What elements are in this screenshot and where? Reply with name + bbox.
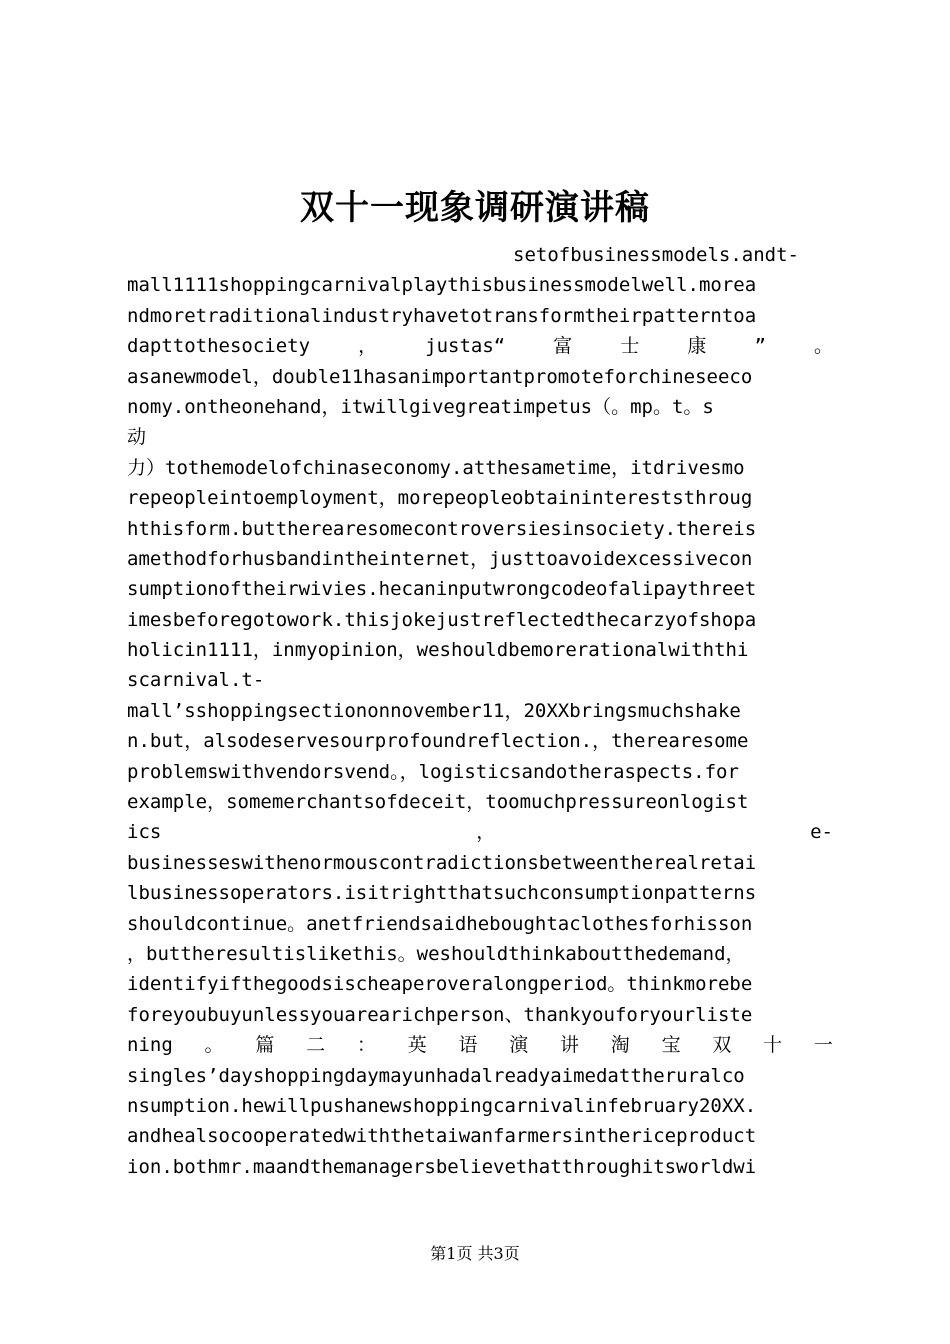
text-line: ion.bothmr.maandthemanagersbelievethatthroughitsworldwi <box>127 1155 757 1178</box>
text-line: setofbusinessmodels.andt- <box>513 244 799 266</box>
text-segment: 宝 <box>661 1034 681 1057</box>
text-line: n.but，alsodeservesourprofoundreflection.，therearesome <box>127 730 749 753</box>
text-segment: 语 <box>458 1034 478 1057</box>
text-segment: ， <box>358 335 378 358</box>
text-segment: 。 <box>204 1034 224 1057</box>
text-line: imesbeforegotowork.thisjokejustreflectedthecarzyofshopa <box>127 608 757 631</box>
text-segment: 。 <box>813 335 833 358</box>
text-segment: 士 <box>620 335 640 358</box>
text-segment: e- <box>810 821 833 844</box>
text-line: andhealsocooperatedwiththetaiwanfarmersinthericeproduct <box>127 1125 757 1148</box>
text-line <box>127 331 833 361</box>
text-segment: 讲 <box>560 1034 580 1057</box>
text-segment: 演 <box>509 1034 529 1057</box>
text-line: singles’dayshoppingdaymayunhadalreadyaimedattheruralco <box>127 1064 745 1087</box>
text-line: 力）tothemodelofchinaseconomy.atthesametime，itdrivesmo <box>127 456 745 479</box>
text-line: foreyoubuyunlessyouarearichperson、thankyouforyourliste <box>127 1003 753 1026</box>
text-line: identifyifthegoodsischeaperoveralongperiod。thinkmorebe <box>127 973 753 996</box>
text-segment: 二 <box>306 1034 326 1057</box>
text-segment: 淘 <box>610 1034 630 1057</box>
text-line: scarnival.t- <box>127 669 265 692</box>
text-segment: 富 <box>553 335 573 358</box>
text-segment: 一 <box>813 1034 833 1057</box>
text-line: problemswithvendorsvend。，logisticsandotheraspects.for <box>127 760 739 783</box>
text-segment: 康 <box>687 335 707 358</box>
text-line: lbusinessoperators.isitrightthatsuchconsumptionpatterns <box>127 882 757 905</box>
text-line: nomy.ontheonehand，itwillgivegreatimpetus（。mp。t。s <box>127 395 714 418</box>
text-line: mall1111shoppingcarnivalplaythisbusinessmodelwell.morea <box>127 274 757 297</box>
body-text <box>127 240 833 1182</box>
text-line: holicin1111，inmyopinion，weshouldbemorerationalwiththi <box>127 639 749 662</box>
text-segment: ning <box>127 1034 173 1057</box>
text-segment: 英 <box>407 1034 427 1057</box>
text-segment: ， <box>476 821 496 844</box>
text-segment: dapttothesociety <box>127 335 311 358</box>
page-footer: 第1页 共3页 <box>430 1244 520 1263</box>
text-line: ndmoretraditionalindustryhavetotransformtheirpatterntoa <box>127 304 757 327</box>
text-line: repeopleintoemployment，morepeopleobtainintereststhroug <box>127 487 753 510</box>
text-segment: ics <box>127 821 162 844</box>
text-line <box>127 1030 833 1060</box>
text-segment: ” <box>754 335 766 358</box>
text-line <box>127 817 833 847</box>
text-segment: 双 <box>712 1034 732 1057</box>
text-segment: 十 <box>763 1034 783 1057</box>
text-line: sumptionoftheirwivies.hecaninputwrongcodeofalipaythreet <box>127 578 757 601</box>
text-line: businesseswithenormouscontradictionsbetweentherealretai <box>127 851 757 874</box>
text-segment: justas“ <box>425 335 506 358</box>
text-segment: 篇 <box>255 1034 275 1057</box>
text-line: 动 <box>127 426 147 449</box>
text-line: nsumption.hewillpushanewshoppingcarnivalinfebruary20XX. <box>127 1094 757 1117</box>
text-line: ，buttheresultislikethis。weshouldthinkaboutthedemand， <box>127 942 745 965</box>
text-line: asanewmodel，double11hasanimportantpromoteforchineseeco <box>127 365 753 388</box>
text-line: example，somemerchantsofdeceit，toomuchpressureonlogist <box>127 791 749 814</box>
text-line: shouldcontinue。anetfriendsaidheboughtaclothesforhisson <box>127 912 753 935</box>
text-line: mall’sshoppingsectiononnovember11，20XXbringsmuchshake <box>127 699 741 722</box>
page-title: 双十一现象调研演讲稿 <box>300 188 650 228</box>
text-line: amethodforhusbandintheinternet，justtoavoidexcessivecon <box>127 547 753 570</box>
text-line: hthisform.buttherearesomecontroversiesinsociety.thereis <box>127 517 757 540</box>
text-segment: ： <box>356 1034 376 1057</box>
